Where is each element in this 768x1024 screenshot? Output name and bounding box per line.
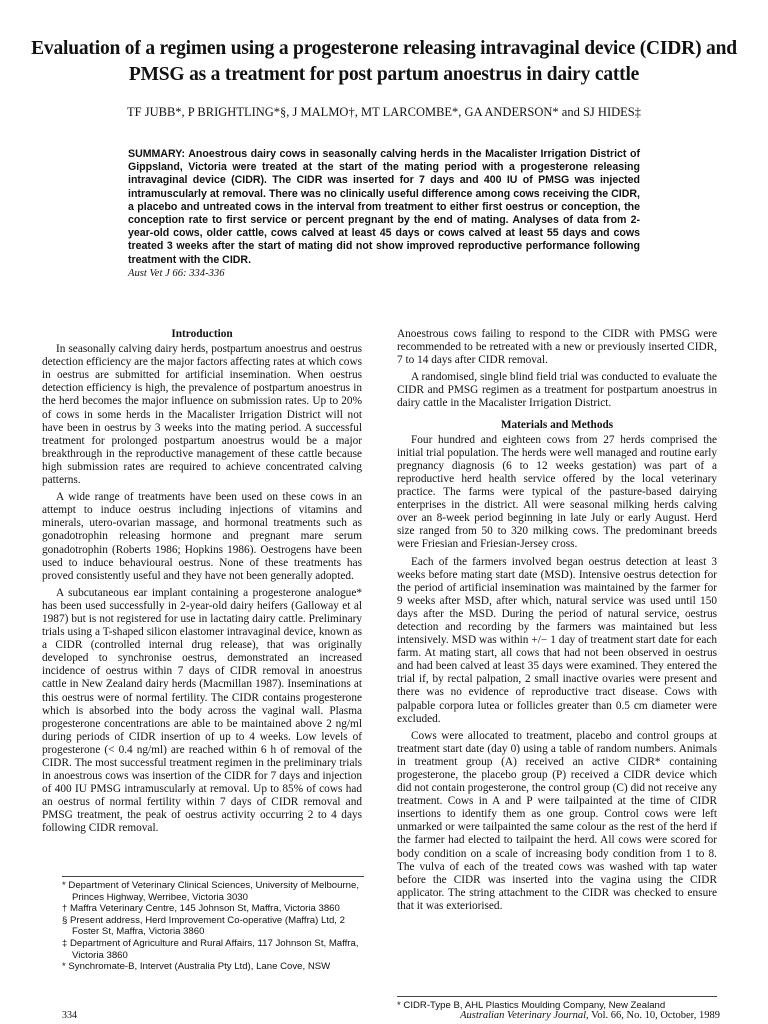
footnote-4: ‡ Department of Agriculture and Rural Affairs, 117 Johnson St, Maffra, Victoria 3860	[62, 937, 359, 961]
right-paragraph-2: A randomised, single blind field trial was conducted to evaluate the CIDR and PMSG regimen as a treatment for postpartum anoestrus in dairy cattle in the Macalister Irrigation District.	[397, 371, 717, 410]
right-column	[397, 328, 717, 917]
journal-reference	[460, 1010, 720, 1021]
footnote-5: * Synchromate-B, Intervet (Australia Pty Ltd), Lane Cove, NSW	[62, 961, 331, 973]
right-paragraph-1: Anoestrous cows failing to respond to the CIDR with PMSG were recommended to be retreated with a new or previously inserted CIDR, 7 to 14 days after CIDR removal.	[397, 328, 717, 367]
journal-name: Australian Veterinary Journal,	[460, 1010, 589, 1021]
methods-paragraph-2: Each of the farmers involved began oestrus detection at least 3 weeks before mating start date (MSD). Intensive oestrus detection for the period of artificial insemination was maintained by the farmer for 9 weeks after MSD, after which, natural service was used until 150 days after the MSD. During the period of natural service, oestrus detection and recording by the farmers was maintained but less intensively. MSD was within +/− 1 day of treatment start date for each farm. At mating start, all cows that had not been observed in oestrus and had been calved at least 35 days were examined. They entered the trial if, by rectal palpation, 2 small inactive ovaries were present and there was no evidence of reproductive tract disease. Cows with palpable corpora lutea or follicles greater than 0.5 cm diameter were excluded.	[397, 555, 717, 725]
methods-paragraph-3: Cows were allocated to treatment, placebo and control groups at treatment start date (day 0) using a table of random numbers. Animals in treatment group (A) received an active CIDR* containing progesterone, the placebo group (P) received a CIDR device which did not contain progesterone, the control group (C) did not receive any treatment. Cows in A and P were tailpainted at the time of CIDR insertions to identify them as one group. Control cows were left unmarked or were tailpainted the same colour as the rest of the herd if the farmer had elected to tailpaint the herd. All cows were scored for body condition on a scale of increasing body condition from 1 to 8. The vulva of each of the treated cows was washed with tap water before the CIDR was inserted into the vagina using the CIDR applicator. The string attachment to the CIDR was checked to ensure that it was exteriorised.	[397, 729, 717, 912]
summary-block	[128, 148, 640, 280]
journal-details: Vol. 66, No. 10, October, 1989	[588, 1010, 720, 1021]
footnote-2: † Maffra Veterinary Centre, 145 Johnson St, Maffra, Victoria 3860	[62, 903, 340, 915]
intro-paragraph-1: In seasonally calving dairy herds, postpartum anoestrus and oestrus detection efficiency are the major factors affecting rates at which cows in oestrus are submitted for artificial insemination. When oestrus detection efficiency is high, the prevalence of postpartum anoestrus in the herd becomes the major influence on submission rates. Up to 20% of cows in some herds in the Macalister Irrigation District will not have been in oestrus by 3 weeks into the mating period. A successful treatment for prolonged postpartum anoestrus would be a major breakthrough in the reproductive management of these cattle because high submission rates are required to achieve concentrated calving patterns.	[42, 343, 362, 487]
paper-title: Evaluation of a regimen using a progesterone releasing intravaginal device (CIDR) and PMSG as a treatment for post partum anoestrus in dairy cattle	[31, 38, 737, 85]
intro-paragraph-2: A wide range of treatments have been used on these cows in an attempt to induce oestrus including injections of vitamins and minerals, utero-ovarian massage, and hormonal treatments such as gonadotrophin releasing hormone and pregnant mare serum gonadotrophin (Roberts 1986; Hopkins 1986). Oestrogens have been used to induce behavioural oestrus. None of these treatments has proved consistently useful and they have not been generally adopted.	[42, 491, 362, 582]
intro-paragraph-3: A subcutaneous ear implant containing a progesterone analogue* has been used successfully in 2-year-old dairy heifers (Galloway et al 1987) but is not registered for use in lactating dairy cattle. Preliminary trials using a T-shaped silicon elastomer intravaginal device, known as a CIDR (controlled internal drug release), that was originally developed to synchronise oestrus, demonstrated an increased incidence of oestrus within 7 days of CIDR removal in anoestrus cattle in New Zealand dairy herds (Macmillan 1987). Inseminations at this oestrus were of normal fertility. The CIDR contains progesterone which is absorbed into the body across the vaginal wall. Plasma progesterone concentrations are able to be maintained above 2 ng/ml during periods of CIDR insertion of up to 4 weeks. Low levels of progesterone (< 0.4 ng/ml) are reached within 6 h of removal of the CIDR. The most successful treatment regimen in the preliminary trials in anoestrous cows was insertion of the CIDR for 7 days and injection of 400 IU PMSG intramuscularly at removal. Up to 85% of cows had an oestrus of normal fertility within 7 days of CIDR removal and PMSG treatment, the peak of oestrus activity occurring 2 to 4 days following CIDR removal.	[42, 586, 362, 835]
cidr-footnote: * CIDR-Type B, AHL Plastics Moulding Company, New Zealand	[397, 996, 717, 1012]
methods-heading: Materials and Methods	[500, 418, 614, 431]
footnote-1: * Department of Veterinary Clinical Sciences, University of Melbourne, Princes Highway, Werribee, Victoria 3030	[62, 880, 360, 903]
left-column	[42, 328, 362, 840]
introduction-heading: Introduction	[171, 328, 233, 340]
affiliation-footnotes	[62, 876, 364, 973]
summary-citation: Aust Vet J 66: 334-336	[128, 267, 225, 279]
page-number: 334	[62, 1010, 77, 1021]
methods-paragraph-1: Four hundred and eighteen cows from 27 herds comprised the initial trial population. The herds were well managed and routine early pregnancy diagnosis (6 to 12 weeks gestation) was part of a reproductive herd health service offered by the local veterinary practice. The farms were typical of the pasture-based dairying enterprises in the district. All were seasonal milking herds calving over an 8-week period beginning in late July or early August. Herd size ranged from 50 to 320 milking cows. The predominant breeds were Friesian and Friesian-Jersey cross.	[397, 433, 717, 551]
summary-text: SUMMARY: Anoestrous dairy cows in seasonally calving herds in the Macalister Irrigation District of Gippsland, Victoria were treated at the start of the mating period with a progesterone releasing intravaginal device (CIDR). The CIDR was inserted for 7 days and 400 IU of PMSG was injected intramuscularly at removal. There was no clinically useful difference among cows receiving the CIDR, a placebo and untreated cows in the interval from treatment to either first oestrus or conception, the conception rate to first service or percent pregnant by the end of mating. Analyses of data from 2-year-old cows, older cattle, cows calved at least 45 days or cows calved at least 55 days and cows treated 3 weeks after the start of mating did not show improved reproductive performance following treatment with the CIDR.	[128, 148, 640, 266]
footnote-3: § Present address, Herd Improvement Co-operative (Maffra) Ltd, 2 Foster St, Maffra, Victoria 3860	[62, 914, 345, 938]
author-list: TF JUBB*, P BRIGHTLING*§, J MALMO†, MT LARCOMBE*, GA ANDERSON* and SJ HIDES‡	[127, 105, 641, 119]
